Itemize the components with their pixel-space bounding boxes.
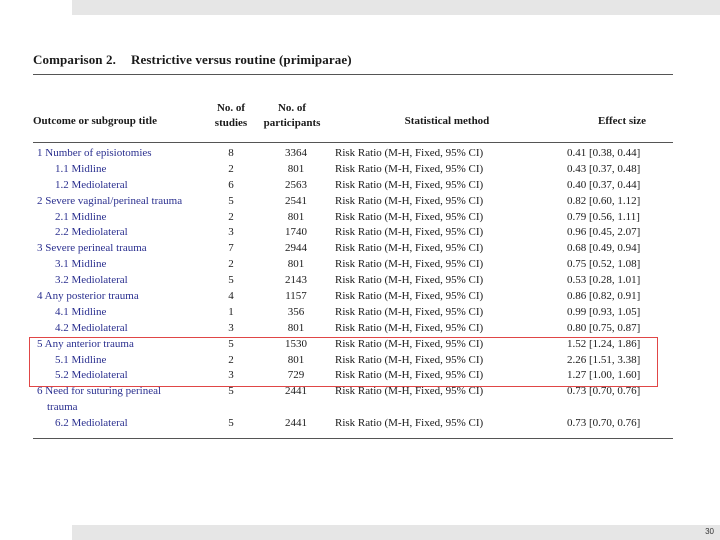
header-outcome: Outcome or subgroup title [33, 115, 157, 127]
row-effect: 0.43 [0.37, 0.48] [567, 162, 641, 175]
row-effect: 0.75 [0.52, 1.08] [567, 258, 641, 271]
anterior-trauma-highlight-box [29, 337, 658, 387]
row-effect: 0.41 [0.38, 0.44] [567, 147, 641, 159]
row-studies: 3 [228, 369, 234, 382]
table-row [33, 257, 673, 273]
row-participants: 801 [287, 210, 305, 223]
row-effect: 0.73 [0.70, 0.76] [567, 385, 641, 398]
row-participants: 356 [287, 305, 305, 318]
table-row [33, 225, 673, 241]
row-method: Risk Ratio (M-H, Fixed, 95% CI) [335, 274, 484, 287]
row-title: 4 Any posterior trauma [37, 290, 139, 303]
row-title: 2 Severe vaginal/perineal trauma [37, 194, 183, 207]
comparison-name: Restrictive versus routine (primiparae) [131, 52, 352, 67]
header-effect: Effect size [598, 115, 646, 127]
row-title: 4.2 Mediolateral [55, 321, 128, 334]
row-title: 5 Any anterior trauma [37, 337, 134, 350]
row-studies: 3 [228, 321, 234, 334]
header-participants-line1: No. of [277, 102, 307, 114]
row-title: 2.2 Mediolateral [55, 226, 128, 239]
row-studies: 2 [228, 258, 234, 271]
row-method: Risk Ratio (M-H, Fixed, 95% CI) [335, 162, 484, 175]
row-studies: 2 [228, 162, 234, 175]
row-title: 1 Number of episiotomies [37, 147, 152, 159]
row-studies: 7 [228, 242, 234, 255]
row-participants: 3364 [285, 147, 307, 159]
table-bottom-rule [33, 438, 673, 439]
row-method: Risk Ratio (M-H, Fixed, 95% CI) [335, 178, 484, 191]
row-method: Risk Ratio (M-H, Fixed, 95% CI) [335, 321, 484, 334]
top-banner-bar [72, 0, 720, 15]
table-row [33, 241, 673, 257]
table-row [33, 289, 673, 305]
header-studies [208, 101, 254, 131]
row-title: 3.1 Midline [55, 258, 107, 271]
row-method: Risk Ratio (M-H, Fixed, 95% CI) [335, 147, 484, 159]
row-studies: 5 [228, 385, 234, 398]
row-studies: 6 [228, 178, 234, 191]
row-method: Risk Ratio (M-H, Fixed, 95% CI) [335, 210, 484, 223]
table-row [33, 416, 673, 432]
row-method: Risk Ratio (M-H, Fixed, 95% CI) [335, 290, 484, 303]
row-title: 5.2 Mediolateral [55, 369, 128, 382]
row-studies: 5 [228, 274, 234, 287]
row-participants: 2441 [285, 385, 307, 398]
row-method: Risk Ratio (M-H, Fixed, 95% CI) [335, 242, 484, 255]
row-participants: 1740 [285, 226, 307, 239]
table-row [33, 273, 673, 289]
row-participants: 2944 [285, 242, 307, 255]
row-participants: 801 [287, 162, 305, 175]
row-effect: 1.52 [1.24, 1.86] [567, 337, 641, 350]
table-header-rule [33, 142, 673, 143]
header-studies-line1: No. of [216, 102, 246, 114]
row-title: 4.1 Midline [55, 305, 107, 318]
row-participants: 2441 [285, 417, 307, 430]
row-effect: 0.82 [0.60, 1.12] [567, 194, 641, 207]
table-row [33, 321, 673, 337]
header-studies-line2: studies [214, 117, 248, 129]
table-row [33, 178, 673, 194]
row-title: 1.1 Midline [55, 162, 107, 175]
table-body [33, 146, 673, 432]
row-method: Risk Ratio (M-H, Fixed, 95% CI) [335, 385, 484, 398]
row-participants: 2143 [285, 274, 307, 287]
row-method: Risk Ratio (M-H, Fixed, 95% CI) [335, 194, 484, 207]
row-participants: 729 [287, 369, 305, 382]
row-studies: 4 [228, 290, 234, 303]
row-title: 1.2 Mediolateral [55, 178, 128, 191]
comparison-title [33, 52, 673, 68]
header-method: Statistical method [404, 115, 490, 127]
table-row-continuation [33, 400, 673, 416]
row-effect: 0.40 [0.37, 0.44] [567, 178, 641, 191]
row-method: Risk Ratio (M-H, Fixed, 95% CI) [335, 258, 484, 271]
row-participants: 2541 [285, 194, 307, 207]
row-participants: 2563 [285, 178, 307, 191]
table-row [33, 146, 673, 162]
comparison-label: Comparison 2. [33, 52, 116, 67]
row-effect: 0.96 [0.45, 2.07] [567, 226, 641, 239]
row-effect: 0.79 [0.56, 1.11] [567, 210, 640, 223]
bottom-banner-bar [72, 525, 720, 540]
row-studies: 2 [228, 210, 234, 223]
row-studies: 1 [228, 305, 234, 318]
row-effect: 2.26 [1.51, 3.38] [567, 353, 641, 366]
row-title: 3.2 Mediolateral [55, 274, 128, 287]
row-title: 3 Severe perineal trauma [37, 242, 147, 255]
row-participants: 801 [287, 353, 305, 366]
table-top-rule [33, 74, 673, 75]
row-title: 6 Need for suturing perineal [37, 385, 162, 398]
row-title: 6.2 Mediolateral [55, 417, 128, 430]
table-row [33, 305, 673, 321]
row-method: Risk Ratio (M-H, Fixed, 95% CI) [335, 369, 484, 382]
row-title: 5.1 Midline [55, 353, 107, 366]
row-studies: 8 [228, 147, 234, 159]
header-participants-line2: participants [263, 117, 321, 129]
table-row [33, 210, 673, 226]
slide-number: 30 [705, 527, 714, 536]
row-effect: 0.86 [0.82, 0.91] [567, 290, 641, 303]
row-title-continuation: trauma [47, 401, 78, 414]
row-participants: 1157 [285, 290, 307, 303]
row-effect: 0.68 [0.49, 0.94] [567, 242, 641, 255]
row-studies: 5 [228, 337, 234, 350]
row-method: Risk Ratio (M-H, Fixed, 95% CI) [335, 417, 484, 430]
row-method: Risk Ratio (M-H, Fixed, 95% CI) [335, 353, 484, 366]
row-participants: 801 [287, 258, 305, 271]
row-effect: 0.80 [0.75, 0.87] [567, 321, 641, 334]
row-effect: 0.99 [0.93, 1.05] [567, 305, 641, 318]
row-studies: 2 [228, 353, 234, 366]
row-participants: 801 [287, 321, 305, 334]
row-title: 2.1 Midline [55, 210, 107, 223]
row-method: Risk Ratio (M-H, Fixed, 95% CI) [335, 226, 484, 239]
row-participants: 1530 [285, 337, 307, 350]
row-effect: 0.53 [0.28, 1.01] [567, 274, 641, 287]
header-participants [259, 101, 325, 131]
row-effect: 0.73 [0.70, 0.76] [567, 417, 641, 430]
row-studies: 3 [228, 226, 234, 239]
row-studies: 5 [228, 417, 234, 430]
table-row [33, 194, 673, 210]
row-effect: 1.27 [1.00, 1.60] [567, 369, 641, 382]
table-row [33, 162, 673, 178]
row-method: Risk Ratio (M-H, Fixed, 95% CI) [335, 337, 484, 350]
row-studies: 5 [228, 194, 234, 207]
row-method: Risk Ratio (M-H, Fixed, 95% CI) [335, 305, 484, 318]
